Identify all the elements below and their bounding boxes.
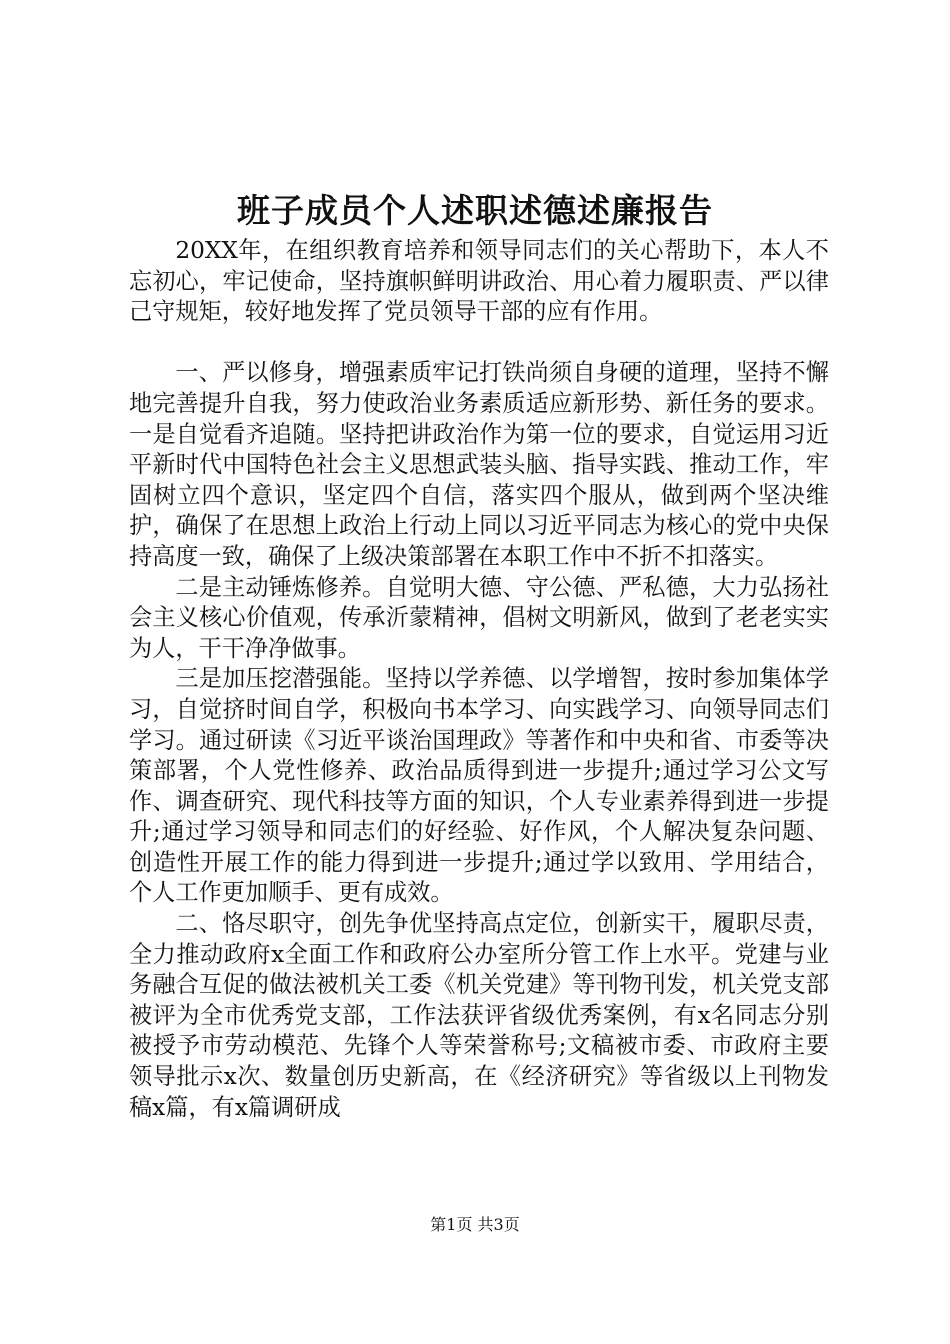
paragraph-section-two: 二、恪尽职守，创先争优坚持高点定位，创新实干，履职尽责，全力推动政府x全面工作和政府公办室所分管工作上水平。党建与业务融合互促的做法被机关工委《机关党建》等刊物刊发，机关党支部被评为全市优秀党支部，工作法获评省级优秀案例，有x名同志分别被授予市劳动模范、先锋个人等荣誉称号;文稿被市委、市政府主要领导批示x次、数量创历史新高，在《经济研究》等省级以上刊物发稿x篇，有x篇调研成 — [129, 910, 829, 1121]
document-body — [129, 236, 829, 1123]
document-title: 班子成员个人述职述德述廉报告 — [237, 191, 713, 230]
page-footer: 第1页 共3页 — [430, 1215, 520, 1234]
paragraph-section-one: 一、严以修身，增强素质牢记打铁尚须自身硬的道理，坚持不懈地完善提升自我，努力使政治业务素质适应新形势、新任务的要求。一是自觉看齐追随。坚持把讲政治作为第一位的要求，自觉运用习近平新时代中国特色社会主义思想武装头脑、指导实践、推动工作，牢固树立四个意识，坚定四个自信，落实四个服从，做到两个坚决维护，确保了在思想上政治上行动上同以习近平同志为核心的党中央保持高度一致，确保了上级决策部署在本职工作中不折不扣落实。 — [129, 359, 829, 570]
paragraph-intro: 20XX年，在组织教育培养和领导同志们的关心帮助下，本人不忘初心，牢记使命，坚持旗帜鲜明讲政治、用心着力履职责、严以律己守规矩，较好地发挥了党员领导干部的应有作用。 — [129, 237, 829, 326]
paragraph-point-two: 二是主动锤炼修养。自觉明大德、守公德、严私德，大力弘扬社会主义核心价值观，传承沂蒙精神，倡树文明新风，做到了老老实实为人，干干净净做事。 — [129, 573, 829, 662]
paragraph-point-three: 三是加压挖潜强能。坚持以学养德、以学增智，按时参加集体学习，自觉挤时间自学，积极向书本学习、向实践学习、向领导同志们学习。通过研读《习近平谈治国理政》等著作和中央和省、市委等决策部署，个人党性修养、政治品质得到进一步提升;通过学习公文写作、调查研究、现代科技等方面的知识，个人专业素养得到进一步提升;通过学习领导和同志们的好经验、好作风，个人解决复杂问题、创造性开展工作的能力得到进一步提升;通过学以致用、学用结合，个人工作更加顺手、更有成效。 — [129, 665, 829, 907]
